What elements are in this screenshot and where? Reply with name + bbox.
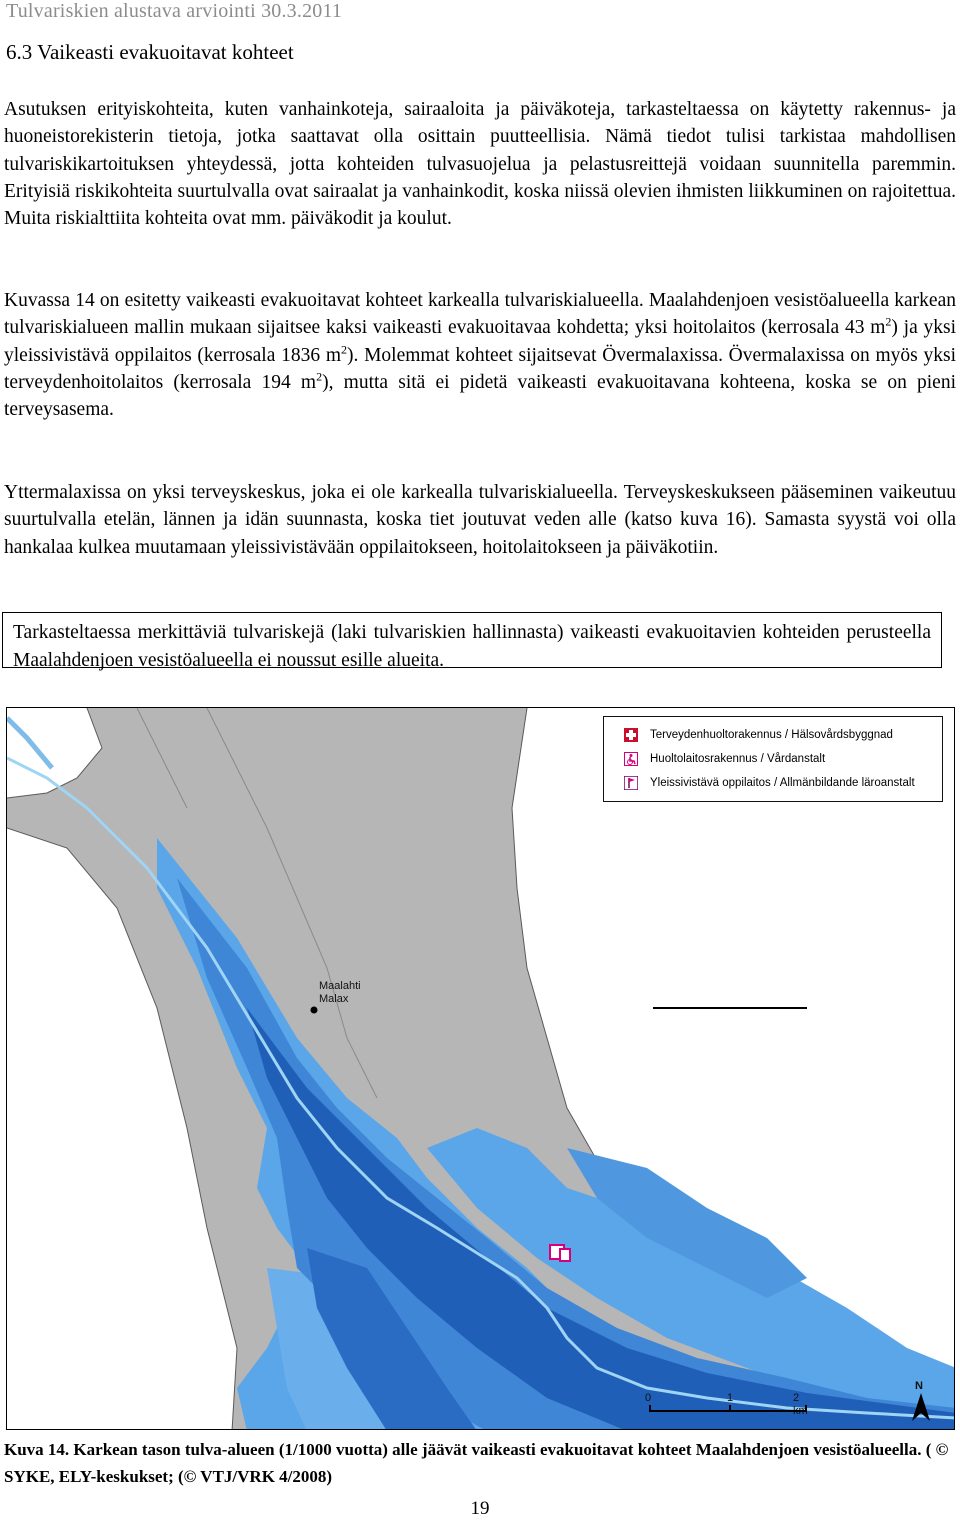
legend-label: Terveydenhuoltorakennus / Hälsovårdsbyggnad xyxy=(650,729,893,741)
health-cross-icon xyxy=(624,728,638,742)
paragraph-2-part-c: ). Molemmat kohteet sijaitsevat Övermalaxissa. Övermalaxissa on myös yksi terveydenhoitolaitos (kerrosala 194 m xyxy=(4,344,956,393)
north-arrow xyxy=(910,1380,932,1424)
scale-tick-0: 0 xyxy=(645,1392,652,1404)
scale-tick-2: 2 km xyxy=(793,1392,808,1417)
note-text: Tarkasteltaessa merkittäviä tulvariskejä (laki tulvariskien hallinnasta) vaikeasti evakuoitavien kohteiden perusteella Maalahdenjoen vesistöalueella ei noussut esille alueita. xyxy=(13,622,931,671)
flood-map xyxy=(6,707,955,1430)
paragraph-1: Asutuksen erityiskohteita, kuten vanhainkoteja, sairaaloita ja päiväkoteja, tarkasteltaessa on käytetty rakennus- ja huoneistorekisterin tietoja, jotka saattavat olla osittain puutteellisia. Nämä tiedot tulisi tarkistaa mahdollisen tulvariskikartoituksen yhteydessä, jotta kohteiden tulvasuojelua ja pelastusreittejä voidaan suunnitella paremmin. Erityisiä riskikohteita suurtulvalla ovat sairaalat ja vanhainkodit, koska niissä olevien ihmisten liikkuminen on rajoitettua. Muita riskialttiita kohteita ovat mm. päiväkodit ja koulut. xyxy=(4,99,956,230)
north-arrow-icon xyxy=(910,1393,932,1423)
scale-bar-labels xyxy=(645,1392,815,1422)
scale-tick-mark xyxy=(729,1405,731,1412)
town-label-fi: Maalahti xyxy=(319,980,361,992)
note-box xyxy=(2,612,942,671)
scale-tick-1: 1 xyxy=(727,1392,734,1404)
scale-tick-mark xyxy=(805,1405,807,1412)
superscript-2: 2 xyxy=(885,314,892,329)
legend-label: Huoltolaitosrakennus / Vårdanstalt xyxy=(650,753,826,765)
north-label: N xyxy=(915,1380,923,1392)
paragraph-2 xyxy=(4,287,956,423)
section-title: 6.3 Vaikeasti evakuoitavat kohteet xyxy=(6,40,294,64)
legend-item-care xyxy=(624,749,825,769)
town-point xyxy=(311,1007,318,1014)
school-marker xyxy=(560,1249,570,1261)
care-wheelchair-icon xyxy=(624,752,638,766)
town-label-sv: Malax xyxy=(319,993,349,1005)
map-legend xyxy=(603,716,943,802)
legend-label: Yleissivistävä oppilaitos / Allmänbildande läroanstalt xyxy=(650,777,915,789)
paragraph-3: Yttermalaxissa on yksi terveyskeskus, joka ei ole karkealla tulvariskialueella. Terveyskeskukseen pääseminen vaikeutuu suurtulvalla etelän, lännen ja idän suunnasta, koska tiet joutuvat veden alle (katso kuva 16). Samasta syystä voi olla hankalaa kulkea muutamaan yleissivistävään oppilaitokseen, hoitolaitokseen ja päiväkotiin. xyxy=(4,482,956,558)
paragraph-2-part-a: Kuvassa 14 on esitetty vaikeasti evakuoitavat kohteet karkealla tulvariskialueella. Maalahdenjoen vesistöalueella karkean tulvariskialueen mallin mukaan sijaitsee kaksi vaikeasti evakuoitavaa kohdetta; yksi hoitolaitos (kerrosala 43 m xyxy=(4,290,956,339)
school-flag-icon xyxy=(624,776,638,790)
page-number: 19 xyxy=(470,1498,490,1519)
superscript-2: 2 xyxy=(316,369,323,384)
legend-item-health xyxy=(624,725,893,745)
town-label xyxy=(319,980,361,1006)
figure-caption: Kuva 14. Karkean tason tulva-alueen (1/1000 vuotta) alle jäävät vaikeasti evakuoitavat kohteet Maalahdenjoen vesistöalueella. ( © SYKE, ELY-keskukset; (© VTJ/VRK 4/2008) xyxy=(4,1440,949,1486)
legend-item-school xyxy=(624,773,915,793)
superscript-2: 2 xyxy=(341,342,347,357)
scale-line xyxy=(649,1410,807,1412)
paragraph-2-part-d: ), mutta sitä ei pidetä vaikeasti evakuoitavana kohteena, koska se on pieni terveysasema. xyxy=(4,371,956,421)
paragraph-2-part-b: ) ja yksi yleissivistävä oppilaitos (kerrosala 1836 m xyxy=(4,317,957,366)
running-header: Tulvariskien alustava arviointi 30.3.2011 xyxy=(6,0,343,22)
map-canvas xyxy=(7,708,955,1430)
scale-tick-mark xyxy=(649,1405,651,1412)
